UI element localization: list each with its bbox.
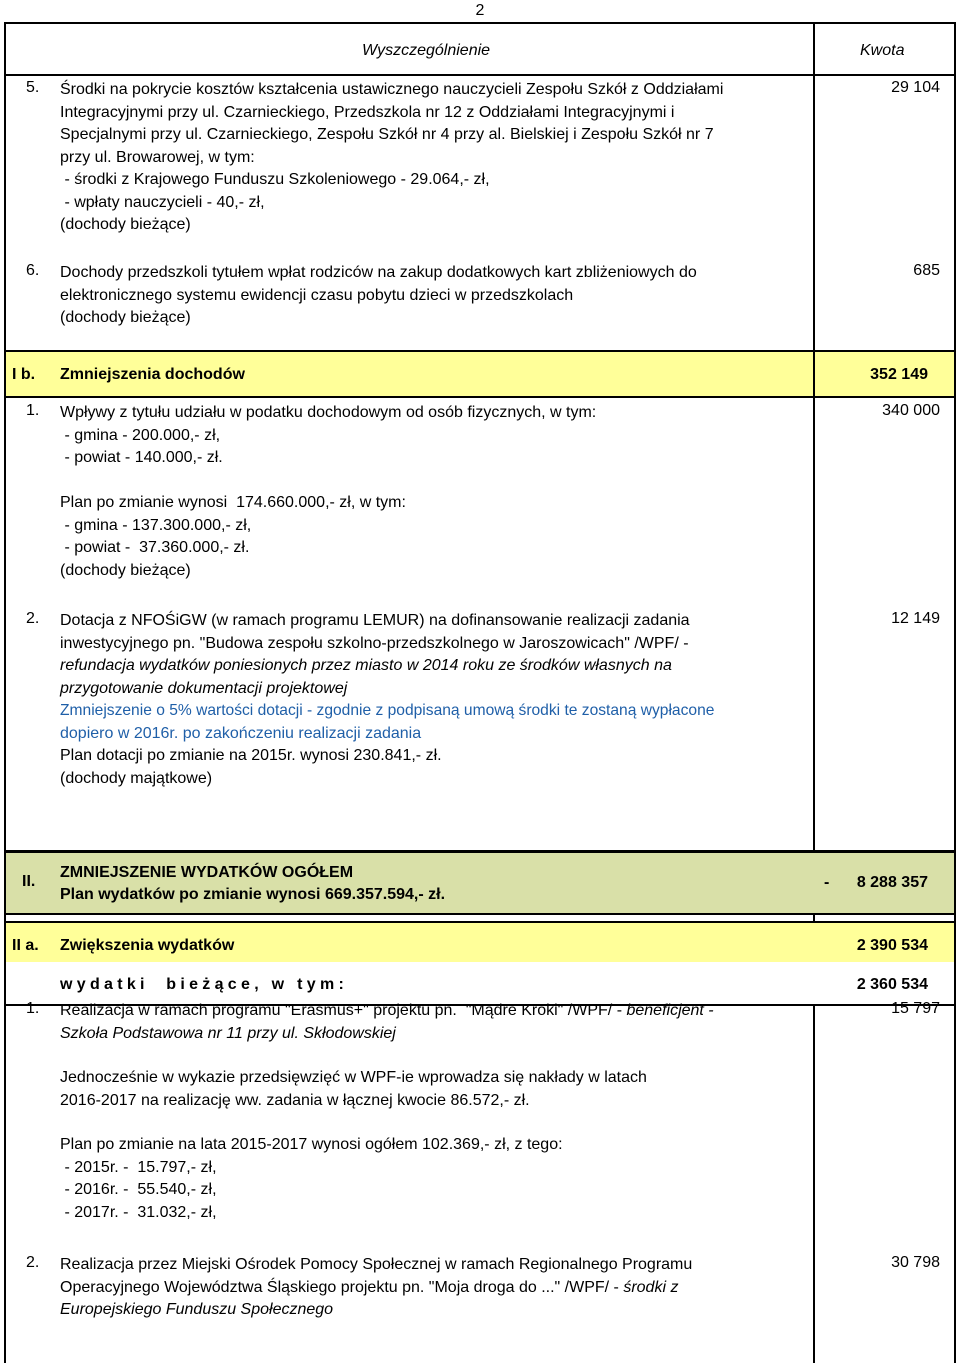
desc-line: Plan po zmianie wynosi 174.660.000,- zł, w tym: (60, 494, 406, 511)
section-number: I b. (12, 366, 36, 383)
desc-line (60, 470, 812, 493)
amount-column-divider (813, 825, 815, 852)
page-number: 2 (475, 2, 485, 19)
section-title: Zwiększenia wydatków (60, 937, 235, 954)
desc-line (60, 1277, 812, 1300)
item-description (60, 1254, 812, 1322)
desc-text-italic: beneficjent - (626, 1002, 714, 1019)
divider (6, 850, 954, 852)
desc-line: - powiat - 140.000,- zł. (60, 449, 223, 466)
desc-line-note: dopiero w 2016r. po zakończeniu realizacji zadania (60, 724, 422, 742)
section-title-block (60, 862, 445, 906)
section-number: II a. (12, 937, 39, 954)
item-amount: 12 149 (891, 610, 940, 627)
desc-line: (dochody bieżące) (60, 216, 191, 233)
desc-line: Specjalnymi przy ul. Czarnieckiego, Zespołu Szkół nr 4 przy al. Bielskiej i Zespołu Szkół nr 7 (60, 126, 714, 143)
section-amount: 8 288 357 (856, 874, 928, 891)
item-number: 1. (26, 402, 40, 419)
budget-table (4, 22, 956, 1363)
desc-line-note: Zmniejszenie o 5% wartości dotacji - zgodnie z podpisaną umową środki te zostaną wypłacone (60, 702, 715, 719)
current-expenses-label: wydatki bieżące, w tym: (60, 976, 349, 993)
desc-text: Realizacja w ramach programu "Erasmus+" projektu pn. "Mądre Kroki" /WPF/ - (60, 1002, 627, 1019)
item-description (60, 79, 812, 237)
amount-column-divider (813, 915, 815, 921)
desc-line: przy ul. Browarowej, w tym: (60, 148, 255, 166)
desc-line: - 2017r. - 31.032,- zł, (60, 1203, 217, 1221)
desc-line: - środki z Krajowego Funduszu Szkoleniowego - 29.064,- zł, (60, 171, 490, 188)
desc-line: Środki na pokrycie kosztów kształcenia ustawicznego nauczycieli Zespołu Szkół z Oddziałami (60, 81, 724, 98)
item-amount: 340 000 (882, 402, 940, 419)
section-title: Zmniejszenia dochodów (60, 366, 245, 383)
item-amount: 29 104 (891, 79, 940, 96)
desc-line: Jednocześnie w wykazie przedsięwzięć w WPF-ie wprowadza się nakłady w latach (60, 1069, 647, 1086)
item-number: 2. (26, 1254, 40, 1271)
desc-line: Plan po zmianie na lata 2015-2017 wynosi ogółem 102.369,- zł, z tego: (60, 1136, 563, 1153)
desc-line: Plan dotacji po zmianie na 2015r. wynosi 230.841,- zł. (60, 747, 442, 764)
item-number: 2. (26, 610, 40, 627)
header-description: Wyszczególnienie (362, 42, 491, 59)
gap (6, 915, 954, 921)
amount-sign: - (824, 874, 830, 891)
desc-line: (dochody bieżące) (60, 309, 191, 326)
spacer (60, 1112, 812, 1134)
section-number: II. (22, 873, 36, 890)
section-amount: 2 390 534 (856, 937, 928, 954)
item-description (60, 610, 812, 790)
desc-line: 2016-2017 na realizację ww. zadania w łącznej kwocie 86.572,- zł. (60, 1091, 530, 1109)
item-description (60, 1000, 812, 1224)
item-description (60, 402, 812, 582)
desc-line: elektronicznego systemu ewidencji czasu pobytu dzieci w przedszkolach (60, 286, 574, 304)
header-amount: Kwota (860, 42, 905, 59)
spacer (60, 1045, 812, 1067)
item-number: 5. (26, 79, 40, 96)
section-amount: 352 149 (870, 366, 928, 383)
band-divider (813, 350, 815, 398)
desc-line: Dochody przedszkoli tytułem wpłat rodziców na zakup dodatkowych kart zbliżeniowych do (60, 264, 697, 281)
table-header (6, 24, 954, 76)
section-title: ZMNIEJSZENIE WYDATKÓW OGÓŁEM (60, 864, 354, 881)
desc-line: - wpłaty nauczycieli - 40,- zł, (60, 193, 265, 211)
item-description (60, 262, 812, 330)
desc-line: - 2016r. - 55.540,- zł, (60, 1181, 217, 1198)
current-expenses-amount: 2 360 534 (856, 976, 928, 993)
desc-line: Szkoła Podstawowa nr 11 przy ul. Skłodowskiej (60, 1024, 396, 1042)
item-amount: 30 798 (891, 1254, 940, 1271)
desc-line: inwestycyjnego pn. "Budowa zespołu szkolno-przedszkolnego w Jaroszowicach" /WPF/ - (60, 634, 689, 652)
section-ib-band (6, 350, 954, 398)
item-number: 6. (26, 262, 40, 279)
desc-line (60, 1000, 812, 1023)
desc-line: - gmina - 137.300.000,- zł, (60, 516, 252, 534)
section-subtitle: Plan wydatków po zmianie wynosi 669.357.594,- zł. (60, 886, 446, 903)
desc-line: Integracyjnymi przy ul. Czarnieckiego, Przedszkola nr 12 z Oddziałami Integracyjnymi i (60, 103, 675, 121)
desc-text: Operacyjnego Województwa Śląskiego projektu pn. "Moja droga do ..." /WPF/ - (60, 1278, 624, 1296)
desc-line: - powiat - 37.360.000,- zł. (60, 539, 250, 556)
desc-line: - gmina - 200.000,- zł, (60, 426, 221, 444)
desc-line: (dochody majątkowe) (60, 769, 213, 787)
gap (6, 825, 954, 852)
desc-line: Dotacja z NFOŚiGW (w ramach programu LEMUR) na dofinansowanie realizacji zadania (60, 612, 690, 629)
desc-line: (dochody bieżące) (60, 561, 191, 579)
item-number: 1. (26, 1000, 40, 1017)
desc-line: przygotowanie dokumentacji projektowej (60, 679, 348, 697)
item-amount: 685 (913, 262, 940, 279)
desc-line: refundacja wydatków poniesionych przez miasto w 2014 roku ze środków własnych na (60, 657, 672, 674)
desc-line: Europejskiego Funduszu Społecznego (60, 1301, 334, 1318)
desc-line: - 2015r. - 15.797,- zł, (60, 1158, 217, 1176)
item-amount: 15 797 (891, 1000, 940, 1017)
desc-line: Realizacja przez Miejski Ośrodek Pomocy Społecznej w ramach Regionalnego Programu (60, 1256, 693, 1273)
amount-column-divider (813, 24, 815, 1363)
desc-text-italic: środki z (623, 1278, 679, 1296)
desc-line: Wpływy z tytułu udziału w podatku dochodowym od osób fizycznych, w tym: (60, 404, 597, 421)
